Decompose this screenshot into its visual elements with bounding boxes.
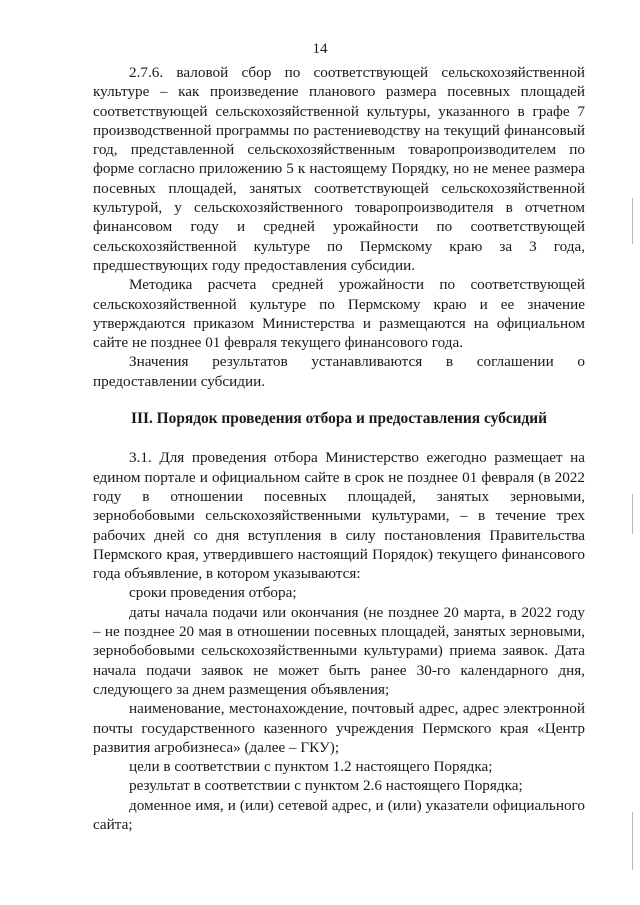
- document-body: [93, 63, 585, 834]
- page-number: 14: [312, 41, 328, 57]
- paragraph-result-values: Значения результатов устанавливаются в соглашении о предоставлении субсидии.: [93, 353, 585, 390]
- paragraph-2-7-6: 2.7.6. валовой сбор по соответствующей сельскохозяйственной культуре – как произведение планового размера посевных площадей соответствующей сельскохозяйственной культуры, указанного в графе 7 производственной программы по растениеводству на текущий финансовый год, представленной сельскохозяйственным товаропроизводителем по форме согласно приложению 5 к настоящему Порядку, но не менее размера посевных площадей, занятых соответствующей сельскохозяйственной культурой, у сельскохозяйственного товаропроизводителя в отчетном финансовом году и средней урожайности по соответствующей сельскохозяйственной культуре по Пермскому краю за 3 года, предшествующих году предоставления субсидии.: [93, 64, 585, 274]
- list-item-selection-dates: сроки проведения отбора;: [129, 584, 297, 602]
- paragraph-yield-methodology: Методика расчета средней урожайности по соответствующей сельскохозяйственной культуре по Пермскому краю и ее значение утверждаются приказом Министерства и размещаются на официальном сайте не позднее 01 февраля текущего финансового года.: [93, 276, 585, 352]
- list-item-gku-details: наименование, местонахождение, почтовый адрес, адрес электронной почты государственного казенного учреждения Пермского края «Центр развития агробизнеса» (далее – ГКУ);: [93, 700, 585, 756]
- scan-edge-mark-top: [632, 198, 633, 244]
- list-item-goals: цели в соответствии с пунктом 1.2 настоящего Порядка;: [129, 758, 493, 776]
- list-item-domain-name: доменное имя, и (или) сетевой адрес, и (или) указатели официального сайта;: [93, 796, 585, 833]
- list-item-result: результат в соответствии с пунктом 2.6 настоящего Порядка;: [129, 777, 523, 795]
- paragraph-3-1: 3.1. Для проведения отбора Министерство ежегодно размещает на едином портале и официальном сайте в срок не позднее 01 февраля (в 2022 году в отношении посевных площадей, занятых зерновыми, зернобобовыми сельскохозяйственными культурами, – в течение трех рабочих дней со дня вступления в силу постановления Правительства Пермского края, утвердившего настоящий Порядок) текущего финансового года объявление, в котором указываются:: [93, 449, 585, 583]
- scan-edge-mark-middle: [632, 494, 633, 534]
- section-heading: III. Порядок проведения отбора и предоставления субсидий: [130, 410, 547, 428]
- scan-edge-mark-bottom: [632, 812, 633, 870]
- list-item-application-dates: даты начала подачи или окончания (не позднее 20 марта, в 2022 году – не позднее 20 мая в отношении посевных площадей, занятых зерновыми, зернобобовыми сельскохозяйственными культурами) приема заявок. Дата начала подачи заявок не может быть ранее 30-го календарного дня, следующего за днем размещения объявления;: [93, 603, 585, 698]
